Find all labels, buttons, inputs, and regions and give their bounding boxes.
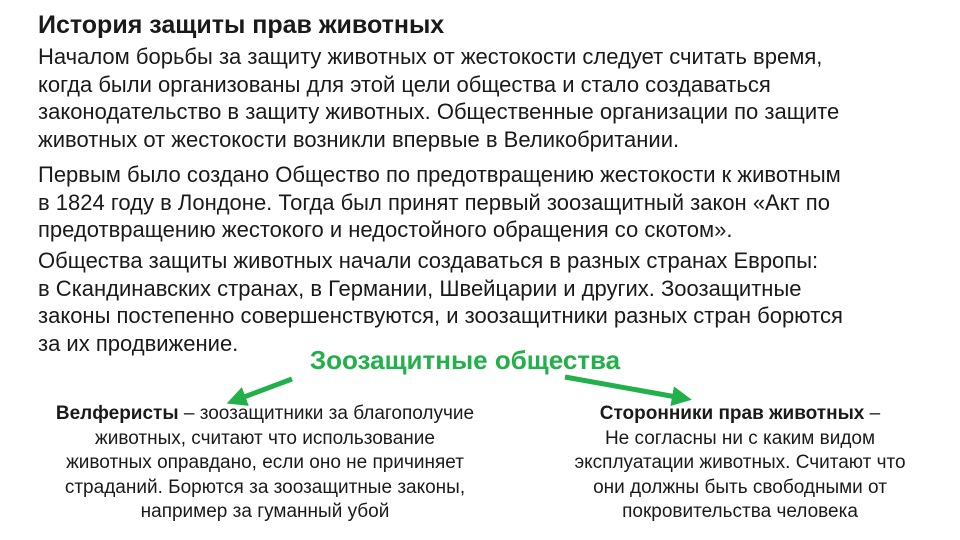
text-line: животных, считают что использование <box>95 427 435 449</box>
welfarists-term: Велферисты <box>55 403 179 424</box>
text-line: Не согласны ни с каким видом <box>604 427 876 449</box>
text-line: они должны быть свободными от <box>593 476 887 498</box>
text-line: за их продвижение. <box>38 330 239 356</box>
societies-heading: Зоозащитные общества <box>309 345 621 375</box>
text-line: законы постепенно совершенствуются, и зоозащитники разных стран борются <box>38 303 843 328</box>
text-line: Началом борьбы за защиту животных от жестокости следует считать время, <box>38 44 823 69</box>
rights-first-line <box>520 402 960 427</box>
text-line: предотвращению жестокого и недостойного обращения со скотом». <box>38 217 733 242</box>
text-line: животных оправдано, если оно не причиняет <box>66 452 464 473</box>
welfarists-first-line <box>0 402 530 427</box>
text-line: в Скандинавских странах, в Германии, Швейцарии и других. Зоозащитные <box>38 275 802 301</box>
text-line: эксплуатации животных. Считают что <box>574 452 906 473</box>
text-line: покровительства человека <box>622 501 858 522</box>
welfarists-definition-start: – зоозащитники за благополучие <box>178 403 475 424</box>
text-line: страданий. Борются за зоозащитные законы, <box>64 476 466 498</box>
rights-term-dash: – <box>864 403 881 424</box>
text-line: законодательство в защиту животных. Общественные организации по защите <box>38 99 840 124</box>
text-line: когда были организованы для этой цели общества и стало создаваться <box>38 71 771 97</box>
text-line: например за гуманный убой <box>140 501 390 522</box>
rights-term: Сторонники прав животных <box>599 403 865 424</box>
text-line: животных от жестокости возникли впервые в Великобритании. <box>38 126 680 152</box>
slide-title: История защиты прав животных <box>38 11 445 39</box>
rights-supporters-block <box>520 402 960 525</box>
text-line: в 1824 году в Лондоне. Тогда был принят первый зоозащитный закон «Акт по <box>38 189 830 215</box>
text-line: Первым было создано Общество по предотвращению жестокости к животным <box>38 162 841 187</box>
left-arrow <box>236 379 292 400</box>
welfarists-block <box>0 402 530 525</box>
text-line: Общества защиты животных начали создаваться в разных странах Европы: <box>38 248 819 273</box>
right-arrow <box>565 377 682 398</box>
